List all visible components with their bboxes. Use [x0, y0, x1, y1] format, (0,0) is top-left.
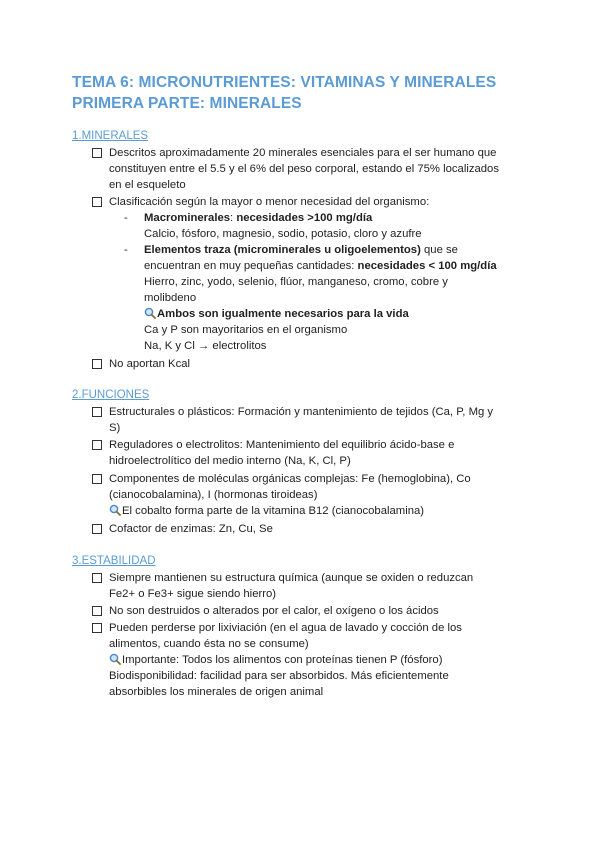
dash-bullet: -: [124, 212, 128, 224]
text-line: [144, 210, 534, 226]
checklist-item-text: [109, 145, 539, 193]
checklist-item-text: [109, 620, 539, 700]
note-line: [109, 652, 539, 668]
checkbox-icon: [92, 606, 102, 616]
text-line: Fe2+ o Fe3+ sigue siendo hierro): [109, 588, 277, 600]
text-line: constituyen entre el 5.5 y el 6% del peso corporal, estando el 75% localizados: [109, 163, 499, 175]
bold-note: Ambos son igualmente necesarios para la vida: [157, 308, 409, 320]
text-span: que se: [420, 244, 458, 256]
checklist-item-text: [109, 570, 539, 602]
text-span: encuentran en muy pequeñas cantidades:: [144, 260, 358, 272]
note-line: [109, 503, 539, 519]
checklist-item-text: Cofactor de enzimas: Zn, Cu, Se: [109, 523, 273, 535]
checkbox-icon: [92, 197, 102, 207]
checklist-item-text: [109, 471, 539, 519]
text-line: molibdeno: [144, 292, 197, 304]
section-heading-minerales: 1.MINERALES: [72, 130, 149, 142]
text-line: Calcio, fósforo, magnesio, sodio, potasio, cloro y azufre: [144, 228, 422, 240]
text-line: Ca y P son mayoritarios en el organismo: [144, 324, 348, 336]
text-line: Na, K y Cl → electrolitos: [144, 340, 267, 352]
text-line: hidroelectrolítico del medio interno (Na, K, Cl, P): [109, 455, 351, 467]
magnifier-icon: [109, 504, 121, 516]
note-line: [144, 306, 534, 322]
text-line: S): [109, 422, 121, 434]
sub-list-text: [144, 210, 534, 242]
checkbox-icon: [92, 524, 102, 534]
checkbox-icon: [92, 573, 102, 583]
checklist-item-text: No son destruidos o alterados por el calor, el oxígeno o los ácidos: [109, 605, 439, 617]
section-heading-estabilidad: 3.ESTABILIDAD: [72, 555, 156, 567]
text-line: [144, 242, 534, 258]
checklist-item-text: No aportan Kcal: [109, 358, 191, 370]
checkbox-icon: [92, 623, 102, 633]
sub-list-text: [144, 242, 534, 354]
title-line-1: TEMA 6: MICRONUTRIENTES: VITAMINAS Y MINERALES: [72, 74, 497, 91]
checkbox-icon: [92, 440, 102, 450]
magnifier-icon: [109, 653, 121, 665]
text-line: [144, 258, 534, 274]
bold-term: Macrominerales: [144, 212, 231, 224]
note-text: El cobalto forma parte de la vitamina B12 (cianocobalamina): [122, 505, 425, 517]
magnifier-icon: [144, 307, 156, 319]
title-line-2: PRIMERA PARTE: MINERALES: [72, 95, 302, 112]
page-title: [72, 72, 542, 114]
note-text: Importante: Todos los alimentos con proteínas tienen P (fósforo): [122, 654, 443, 666]
text-line: Hierro, zinc, yodo, selenio, flúor, manganeso, cromo, cobre y: [144, 276, 448, 288]
bold-requirement: necesidades >100 mg/día: [236, 212, 373, 224]
text-line: Reguladores o electrolitos: Mantenimiento del equilibrio ácido-base e: [109, 439, 455, 451]
checkbox-icon: [92, 407, 102, 417]
checklist-item-text: [109, 437, 539, 469]
text-line: (cianocobalamina), I (hormonas tiroideas): [109, 489, 318, 501]
text-line: en el esqueleto: [109, 179, 186, 191]
text-line: alimentos, cuando ésta no se consume): [109, 638, 309, 650]
section-heading-funciones: 2.FUNCIONES: [72, 389, 150, 401]
text-line: Estructurales o plásticos: Formación y mantenimiento de tejidos (Ca, P, Mg y: [109, 406, 494, 418]
checkbox-icon: [92, 148, 102, 158]
bold-term: Elementos traza (microminerales u oligoelementos): [144, 244, 421, 256]
dash-bullet: -: [124, 244, 128, 256]
checklist-item-text: [109, 404, 539, 436]
text-line: absorbibles los minerales de origen animal: [109, 686, 324, 698]
checkbox-icon: [92, 359, 102, 369]
checkbox-icon: [92, 474, 102, 484]
text-line: Biodisponibilidad: facilidad para ser absorbidos. Más eficientemente: [109, 670, 449, 682]
separator: :: [230, 212, 237, 224]
text-line: Componentes de moléculas orgánicas complejas: Fe (hemoglobina), Co: [109, 473, 471, 485]
bold-requirement: necesidades < 100 mg/día: [357, 260, 497, 272]
text-line: Pueden perderse por lixiviación (en el agua de lavado y cocción de los: [109, 622, 462, 634]
checklist-item-text: Clasificación según la mayor o menor necesidad del organismo:: [109, 196, 430, 208]
text-line: Siempre mantienen su estructura química (aunque se oxiden o reduzcan: [109, 572, 474, 584]
text-line: Descritos aproximadamente 20 minerales esenciales para el ser humano que: [109, 147, 497, 159]
